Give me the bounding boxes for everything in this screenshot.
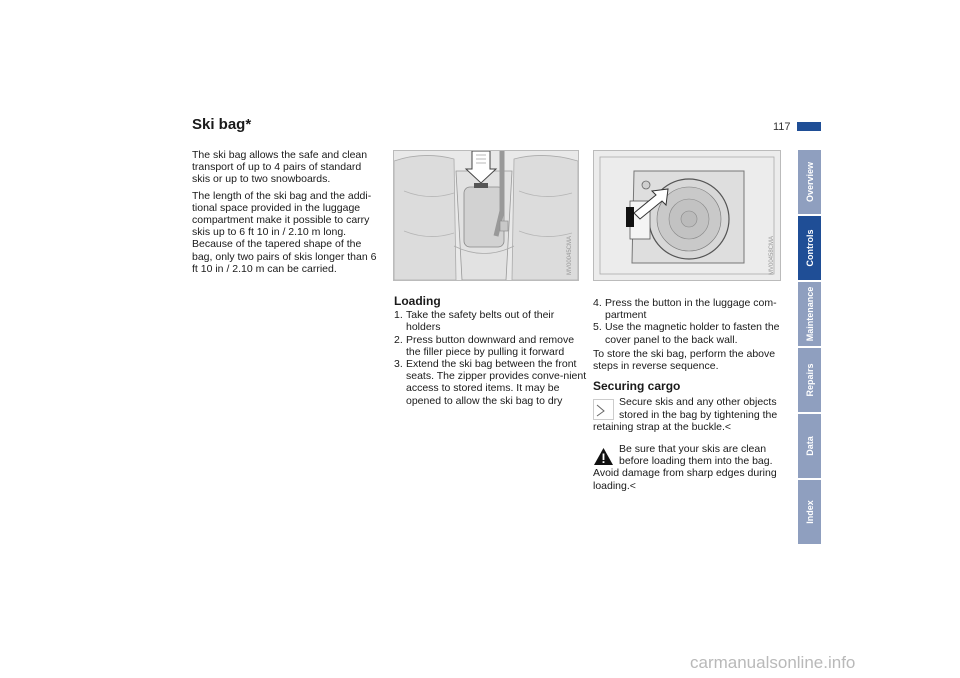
note-text: Secure skis and any other objects stored in the bag by tightening the retaining strap at the buckle. — [593, 396, 778, 433]
tab-label: Index — [804, 500, 815, 524]
cover-panel-illustration — [593, 150, 781, 281]
note-secure — [593, 396, 786, 433]
tab-index[interactable] — [798, 480, 821, 544]
step-text: Take the safety belts out of their holders — [406, 309, 555, 334]
tab-label: Controls — [804, 229, 815, 267]
section-tabs — [798, 150, 821, 546]
cover-panel-drawing — [594, 151, 780, 280]
step-number: 4. — [593, 297, 602, 309]
tab-label: Maintenance — [804, 286, 815, 342]
check-note-icon — [593, 399, 614, 420]
note-warning — [593, 443, 786, 492]
tab-data[interactable] — [798, 414, 821, 478]
tab-overview[interactable] — [798, 150, 821, 214]
tab-controls[interactable] — [798, 216, 821, 280]
warning-icon — [593, 446, 614, 467]
footer-watermark: carmanualsonline.info — [690, 653, 856, 672]
image-code: MV00045CMA — [567, 235, 573, 275]
step-text: Press button downward and remove the filler piece by pulling it forward — [406, 333, 575, 358]
step-number: 5. — [593, 321, 602, 334]
tab-label: Overview — [804, 161, 815, 203]
list-item — [593, 297, 786, 321]
seat-illustration-drawing — [394, 151, 578, 280]
tab-maintenance[interactable] — [798, 282, 821, 346]
note-text: Be sure that your skis are clean before loading them into the bag. Avoid damage from sharp edges during loading. — [593, 443, 777, 492]
intro-paragraph: The length of the ski bag and the addi-tional space provided in the luggage compartment make it possible to carry skis up to 6 ft 10 in / 2.10 m long. Because of the tapered shape of the bag, only two pairs of skis longer than 6 ft 10 in / 2.10 m can be carried. — [192, 189, 377, 275]
tab-label: Repairs — [804, 363, 815, 397]
loading-continued — [593, 297, 786, 492]
loading-steps — [394, 309, 589, 407]
intro-text — [192, 149, 380, 279]
intro-paragraph: The ski bag allows the safe and clean transport of up to 4 pairs of standard skis or up to two snowboards. — [192, 149, 368, 186]
page-number: 117 — [773, 121, 791, 133]
loading-heading: Loading — [394, 294, 441, 308]
page-title: Ski bag* — [192, 116, 252, 133]
step-number: 2. — [394, 333, 403, 346]
store-instruction: To store the ski bag, perform the above steps in reverse sequence. — [593, 347, 776, 373]
securing-heading: Securing cargo — [593, 379, 681, 394]
seat-illustration — [393, 150, 579, 281]
step-text: Extend the ski bag between the front seats. The zipper provides conve-nient access to stored items. It may be opened to allow the ski bag to dry — [406, 358, 587, 407]
tab-repairs[interactable] — [798, 348, 821, 412]
step-number: 3. — [394, 358, 403, 371]
list-item — [593, 321, 786, 345]
loading-steps-continued — [593, 297, 786, 346]
loading-section — [394, 295, 589, 407]
list-item — [394, 334, 589, 358]
step-text: Press the button in the luggage com-partment — [605, 297, 777, 322]
step-number: 1. — [394, 309, 403, 322]
list-item — [394, 309, 589, 333]
list-item — [394, 358, 589, 407]
tab-label: Data — [804, 436, 815, 456]
end-mark: < — [724, 420, 732, 433]
image-code: MV00458CMA — [769, 235, 775, 275]
step-text: Use the magnetic holder to fasten the cover panel to the back wall. — [605, 321, 780, 346]
end-mark: < — [629, 479, 636, 492]
page-number-bar — [797, 122, 821, 131]
